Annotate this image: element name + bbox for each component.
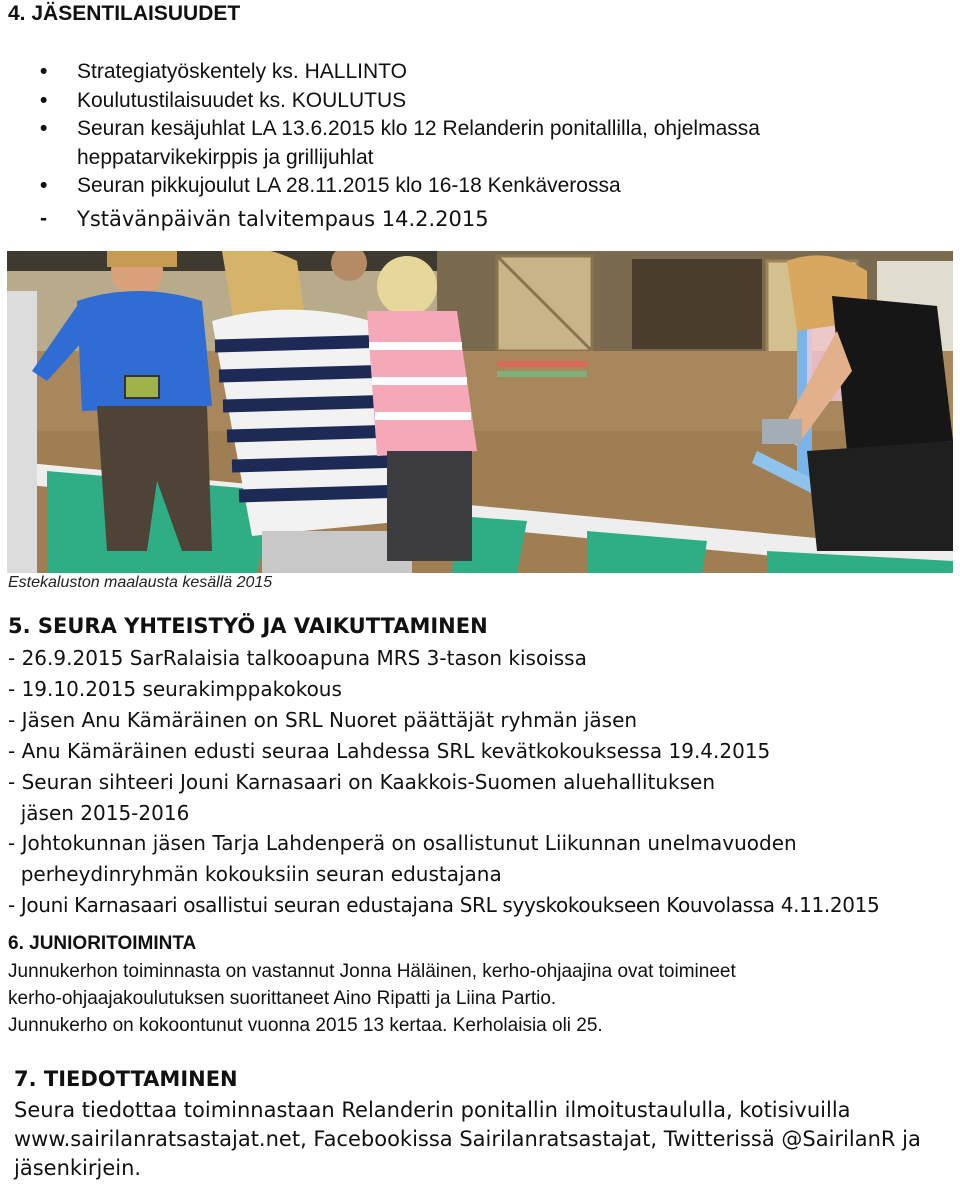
section-5-line: jäsen 2015-2016 xyxy=(8,801,190,825)
list-item-text: Koulutustilaisuudet ks. KOULUTUS xyxy=(77,88,407,112)
section-5-line: - Seuran sihteeri Jouni Karnasaari on Kaakkois-Suomen aluehallituksen xyxy=(8,770,716,794)
section-7-heading: 7. TIEDOTTAMINEN xyxy=(14,1067,238,1091)
bullet-marker: • xyxy=(40,117,48,140)
bullet-marker: • xyxy=(40,60,48,83)
section-6-line: kerho-ohjaajakoulutuksen suorittaneet Aino Ripatti ja Liina Partio. xyxy=(8,988,557,1009)
section-5-line: - 19.10.2015 seurakimppakokous xyxy=(8,677,342,701)
list-item xyxy=(40,58,940,87)
section-5-line: perheydinryhmän kokouksiin seuran edustajana xyxy=(8,862,502,886)
section-4-list xyxy=(40,58,940,234)
section-5-heading: 5. SEURA YHTEISTYÖ JA VAIKUTTAMINEN xyxy=(8,614,488,638)
section-6-heading: 6. JUNIORITOIMINTA xyxy=(8,933,197,954)
section-4-heading: 4. JÄSENTILAISUUDET xyxy=(8,2,241,25)
section-7-line: www.sairilanratsastajat.net, Facebookissa Sairilanratsastajat, Twitterissä @SairilanR ja xyxy=(14,1127,921,1151)
section-7-line: Seura tiedottaa toiminnastaan Relanderin ponitallin ilmoitustaululla, kotisivuilla xyxy=(14,1098,851,1122)
list-item xyxy=(40,172,940,201)
bullet-marker: • xyxy=(40,88,48,112)
photo-caption: Estekaluston maalausta kesällä 2015 xyxy=(8,574,273,591)
section-7-line: jäsenkirjein. xyxy=(14,1156,142,1180)
dash-marker: - xyxy=(40,206,47,230)
riding-hall-photo xyxy=(7,251,953,573)
section-6-line: Junnukerhon toiminnasta on vastannut Jonna Häläinen, kerho-ohjaajina ovat toimineet xyxy=(8,961,736,982)
list-item xyxy=(40,205,940,235)
section-5-line: - Jäsen Anu Kämäräinen on SRL Nuoret päättäjät ryhmän jäsen xyxy=(8,708,638,732)
section-5-line: - 26.9.2015 SarRalaisia talkooapuna MRS 3-tason kisoissa xyxy=(8,646,587,670)
bullet-marker: • xyxy=(40,174,48,197)
section-6-line: Junnukerho on kokoontunut vuonna 2015 13 kertaa. Kerholaisia oli 25. xyxy=(8,1015,603,1036)
section-5-line: - Anu Kämäräinen edusti seuraa Lahdessa SRL kevätkokouksessa 19.4.2015 xyxy=(8,739,771,763)
list-item xyxy=(40,87,940,116)
section-5-line: - Jouni Karnasaari osallistui seuran edustajana SRL syyskokoukseen Kouvolassa 4.11.2015 xyxy=(8,893,880,917)
list-item xyxy=(40,115,940,172)
list-item-text: Strategiatyöskentely ks. HALLINTO xyxy=(77,60,407,83)
list-item-text: Ystävänpäivän talvitempaus 14.2.2015 xyxy=(77,206,489,231)
list-item-text: Seuran kesäjuhlat LA 13.6.2015 klo 12 Relanderin ponitallilla, ohjelmassa heppatarvikekirppis ja grillijuhlat xyxy=(77,117,760,169)
list-item-text: Seuran pikkujoulut LA 28.11.2015 klo 16-18 Kenkäverossa xyxy=(77,174,621,197)
section-5-line: - Johtokunnan jäsen Tarja Lahdenperä on osallistunut Liikunnan unelmavuoden xyxy=(8,831,797,855)
